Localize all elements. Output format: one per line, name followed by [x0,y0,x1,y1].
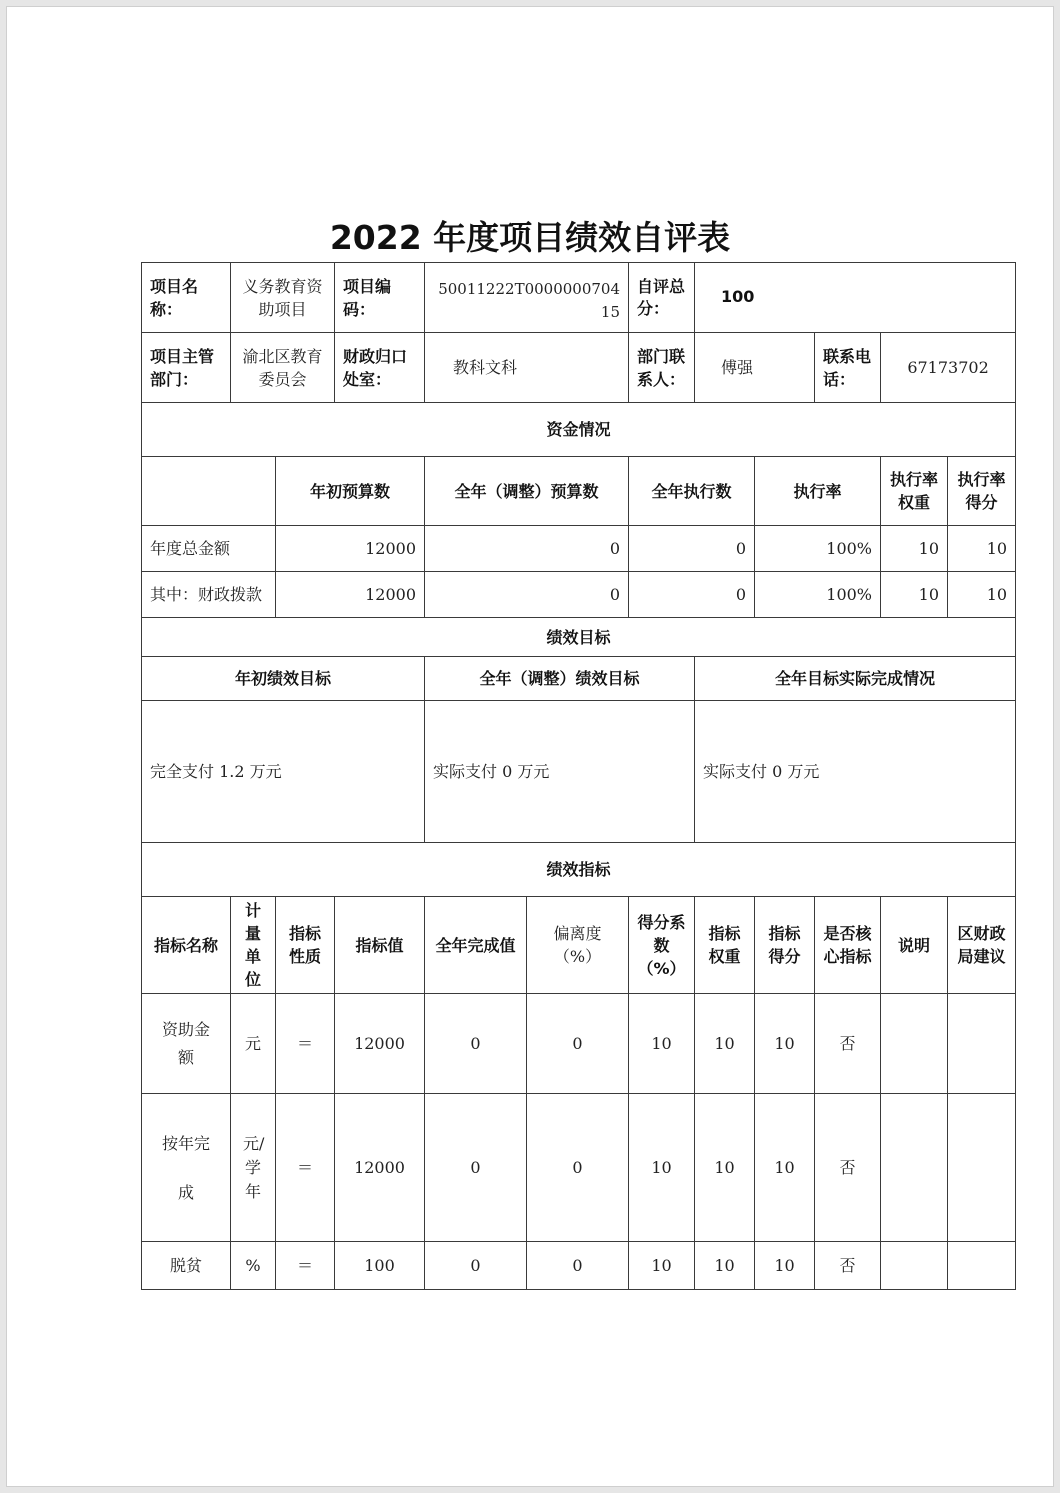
funds-cell: 10 [881,526,948,572]
funds-cell: 0 [425,526,629,572]
evaluation-table [141,262,1016,1290]
finance-value: 教科文科 [425,333,629,403]
goals-actual-value: 实际支付 0 万元 [695,701,1016,843]
ind-deviation: 0 [527,1094,629,1242]
ind-header-nature: 指标性质 [276,897,335,994]
funds-cell: 0 [629,572,755,618]
funds-header-adjusted-budget: 全年（调整）预算数 [425,457,629,526]
ind-header-weight: 指标权重 [695,897,755,994]
ind-weight: 10 [695,994,755,1094]
indicator-row [142,1242,1016,1290]
ind-core: 否 [815,1242,881,1290]
project-name-value: 义务教育资助项目 [231,263,335,333]
ind-header-note: 说明 [881,897,948,994]
page-title: 2022 年度项目绩效自评表 [329,218,731,257]
funds-cell: 100% [755,572,881,618]
funds-header-initial-budget: 年初预算数 [276,457,425,526]
info-row-2 [142,333,1016,403]
ind-unit: % [231,1242,276,1290]
funds-row-label: 其中：财政拨款 [142,572,276,618]
funds-row-label: 年度总金额 [142,526,276,572]
finance-label: 财政归口处室： [335,333,425,403]
ind-advice [948,994,1016,1094]
ind-done: 0 [425,1094,527,1242]
ind-header-deviation: 偏离度（%） [527,897,629,994]
phone-label: 联系电话： [815,333,881,403]
ind-header-coef: 得分系数（%） [629,897,695,994]
ind-nature: ＝ [276,1094,335,1242]
ind-coef: 10 [629,994,695,1094]
funds-cell: 10 [881,572,948,618]
goals-header-initial: 年初绩效目标 [142,657,425,701]
ind-coef: 10 [629,1242,695,1290]
funds-section-row [142,403,1016,457]
ind-name: 按年完成 [142,1094,231,1242]
ind-weight: 10 [695,1242,755,1290]
indicators-header-row [142,897,1016,994]
ind-coef: 10 [629,1094,695,1242]
ind-core: 否 [815,994,881,1094]
score-label: 自评总分： [629,263,695,333]
phone-value: 67173702 [881,333,1016,403]
funds-cell: 10 [948,526,1016,572]
indicators-section-title: 绩效指标 [142,843,1016,897]
goals-initial-value: 完全支付 1.2 万元 [142,701,425,843]
ind-header-score: 指标得分 [755,897,815,994]
funds-header-row [142,457,1016,526]
goals-adjusted-value: 实际支付 0 万元 [425,701,695,843]
goals-header-adjusted: 全年（调整）绩效目标 [425,657,695,701]
funds-row-total [142,526,1016,572]
ind-value: 12000 [335,1094,425,1242]
ind-unit: 元/学年 [231,1094,276,1242]
goals-value-row [142,701,1016,843]
ind-header-core: 是否核心指标 [815,897,881,994]
project-name-label: 项目名称： [142,263,231,333]
ind-score: 10 [755,1242,815,1290]
ind-weight: 10 [695,1094,755,1242]
ind-header-value: 指标值 [335,897,425,994]
ind-header-unit: 计量单位 [231,897,276,994]
funds-section-title: 资金情况 [142,403,1016,457]
indicator-row [142,1094,1016,1242]
funds-cell: 10 [948,572,1016,618]
funds-cell: 0 [629,526,755,572]
goals-section-title: 绩效目标 [142,618,1016,657]
ind-core: 否 [815,1094,881,1242]
ind-advice [948,1094,1016,1242]
ind-nature: ＝ [276,1242,335,1290]
funds-header-rate-score: 执行率得分 [948,457,1016,526]
ind-done: 0 [425,994,527,1094]
funds-header-rate-weight: 执行率权重 [881,457,948,526]
ind-done: 0 [425,1242,527,1290]
funds-header-empty [142,457,276,526]
ind-unit: 元 [231,994,276,1094]
ind-value: 12000 [335,994,425,1094]
ind-note [881,994,948,1094]
dept-value: 渝北区教育委员会 [231,333,335,403]
contact-label: 部门联系人： [629,333,695,403]
goals-section-row [142,618,1016,657]
indicators-section-row [142,843,1016,897]
score-value: 100 [695,263,1016,333]
ind-header-done: 全年完成值 [425,897,527,994]
ind-nature: ＝ [276,994,335,1094]
funds-cell: 12000 [276,572,425,618]
funds-cell: 0 [425,572,629,618]
project-code-label: 项目编码： [335,263,425,333]
ind-note [881,1094,948,1242]
ind-score: 10 [755,994,815,1094]
funds-cell: 12000 [276,526,425,572]
ind-note [881,1242,948,1290]
indicator-row [142,994,1016,1094]
ind-name: 脱贫 [142,1242,231,1290]
ind-name: 资助金额 [142,994,231,1094]
ind-deviation: 0 [527,994,629,1094]
goals-header-row [142,657,1016,701]
project-code-value: 50011222T000000070415 [425,263,629,333]
funds-header-exec-rate: 执行率 [755,457,881,526]
ind-header-advice: 区财政局建议 [948,897,1016,994]
document-page [6,6,1054,1487]
dept-label: 项目主管部门： [142,333,231,403]
info-row-1 [142,263,1016,333]
ind-advice [948,1242,1016,1290]
funds-cell: 100% [755,526,881,572]
ind-deviation: 0 [527,1242,629,1290]
contact-value: 傅强 [695,333,815,403]
funds-row-fiscal [142,572,1016,618]
ind-header-name: 指标名称 [142,897,231,994]
ind-score: 10 [755,1094,815,1242]
funds-header-executed: 全年执行数 [629,457,755,526]
goals-header-actual: 全年目标实际完成情况 [695,657,1016,701]
ind-value: 100 [335,1242,425,1290]
